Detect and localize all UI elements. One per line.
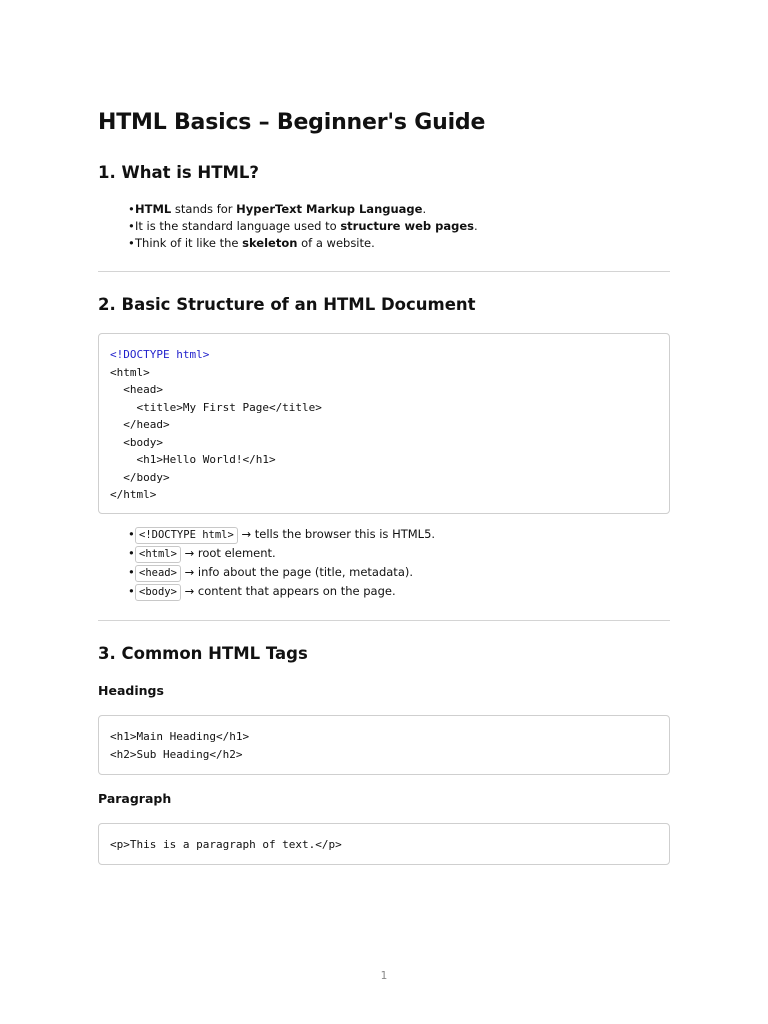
code-block-headings (98, 715, 670, 775)
page-title: HTML Basics – Beginner's Guide (98, 110, 486, 135)
list-item (128, 235, 478, 252)
code-line: <h2>Sub Heading</h2> (110, 747, 243, 761)
inline-code-tag: <html> (135, 546, 181, 563)
list-item (128, 218, 478, 235)
bullet-dot: • (128, 236, 135, 250)
code-line: </body> (110, 470, 170, 484)
what-is-html-list (128, 201, 478, 252)
bullet-dot: • (128, 546, 135, 560)
code-line: </html> (110, 488, 157, 501)
code-block-basic-structure (98, 333, 670, 514)
subsection-heading-paragraph: Paragraph (98, 791, 172, 806)
code-line: <!DOCTYPE html> (110, 348, 210, 361)
bullet-dot: • (128, 527, 135, 541)
section-heading-common-tags: 3. Common HTML Tags (98, 644, 308, 663)
bullet-dot: • (128, 219, 135, 233)
text-run: of a website. (297, 236, 375, 250)
tag-description: → content that appears on the page. (180, 584, 396, 598)
bold-term: structure web pages (340, 219, 475, 233)
tag-description: → info about the page (title, metadata). (180, 565, 414, 579)
inline-code-tag: <body> (135, 584, 181, 601)
code-line: <body> (110, 435, 163, 449)
list-item (128, 201, 478, 218)
list-item (128, 582, 435, 601)
tag-description: → tells the browser this is HTML5. (237, 527, 436, 541)
code-block-paragraph (98, 823, 670, 865)
section-divider (98, 620, 670, 621)
text-run: Think of it like the (135, 236, 243, 250)
text-run: . (474, 219, 478, 233)
section-divider (98, 271, 670, 272)
text-run: . (422, 202, 427, 216)
code-line: <html> (110, 365, 150, 379)
list-item (128, 544, 435, 563)
list-item (128, 563, 435, 582)
list-item (128, 525, 435, 544)
code-line: <title>My First Page</title> (110, 400, 322, 414)
structure-tags-list (128, 525, 435, 601)
tag-description: → root element. (180, 546, 276, 560)
inline-code-tag: <head> (135, 565, 181, 582)
code-line: </head> (110, 418, 170, 431)
section-heading-basic-structure: 2. Basic Structure of an HTML Document (98, 295, 476, 314)
text-run: stands for (171, 202, 237, 216)
bold-term: HyperText Markup Language (236, 202, 423, 216)
section-heading-what-is-html: 1. What is HTML? (98, 163, 259, 182)
bold-term: skeleton (242, 236, 298, 250)
page-number: 1 (380, 970, 388, 982)
bold-term: HTML (135, 202, 172, 216)
inline-code-tag: <!DOCTYPE html> (135, 527, 238, 544)
code-line: <h1>Hello World!</h1> (110, 453, 276, 466)
code-line: <head> (110, 383, 163, 396)
code-line: <h1>Main Heading</h1> (110, 730, 250, 743)
bullet-dot: • (128, 565, 135, 579)
text-run: It is the standard language used to (135, 219, 341, 233)
subsection-heading-headings: Headings (98, 683, 164, 698)
bullet-dot: • (128, 202, 135, 216)
code-line: <p>This is a paragraph of text.</p> (110, 838, 342, 851)
bullet-dot: • (128, 584, 135, 598)
